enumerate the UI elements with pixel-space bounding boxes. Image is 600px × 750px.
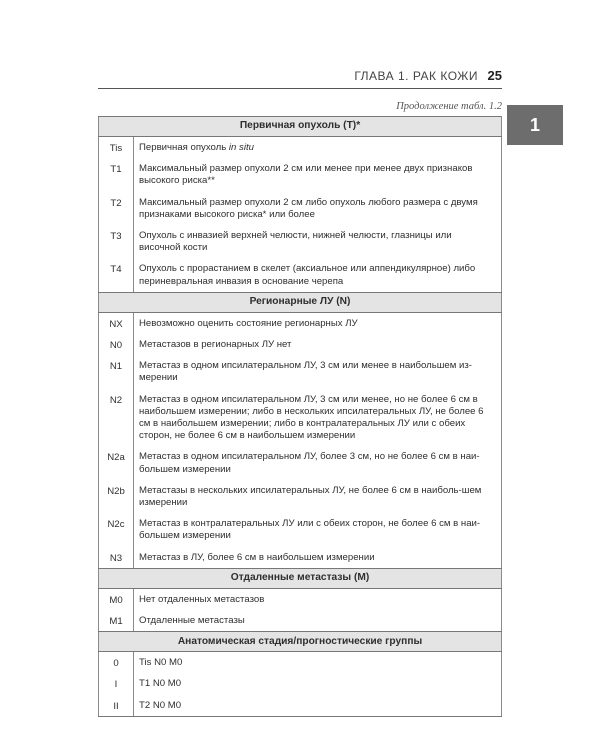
table-row xyxy=(99,652,502,674)
table-row xyxy=(99,446,502,479)
section-title: Анатомическая стадия/прогностические группы xyxy=(99,632,502,652)
row-description xyxy=(134,355,502,388)
section-title: Отдаленные метастазы (M) xyxy=(99,568,502,588)
row-code: T1 xyxy=(99,158,134,191)
row-description xyxy=(134,695,502,717)
row-code: N2a xyxy=(99,446,134,479)
row-code: N0 xyxy=(99,334,134,355)
table-row xyxy=(99,588,502,610)
section-header xyxy=(99,292,502,312)
table-row xyxy=(99,480,502,513)
table-continued-label: Продолжение табл. 1.2 xyxy=(396,101,502,112)
row-description xyxy=(134,389,502,447)
table-row xyxy=(99,547,502,569)
row-description-text: T1 N0 M0 xyxy=(139,678,182,690)
row-description xyxy=(134,312,502,334)
row-description-text: Метастазов в регионарных ЛУ нет xyxy=(139,339,292,351)
table-row xyxy=(99,137,502,159)
table-row xyxy=(99,192,502,225)
table-row xyxy=(99,334,502,355)
tnm-classification-table xyxy=(98,116,502,717)
row-code: T2 xyxy=(99,192,134,225)
row-code: I xyxy=(99,673,134,694)
table-row xyxy=(99,258,502,292)
section-header xyxy=(99,568,502,588)
section-header xyxy=(99,632,502,652)
row-description xyxy=(134,547,502,569)
row-description-text: Tis N0 M0 xyxy=(139,657,183,669)
row-code: M1 xyxy=(99,610,134,632)
table-row xyxy=(99,312,502,334)
section-title: Первичная опухоль (T)* xyxy=(99,117,502,137)
row-description-text: Максимальный размер опухоли 2 см или менее при менее двух признаков высокого риска** xyxy=(139,163,473,187)
table-row xyxy=(99,355,502,388)
row-description-text: Метастаз в одном ипсилатеральном ЛУ, более 3 см, но не более 6 см в наи-большем измерении xyxy=(139,451,480,475)
row-description xyxy=(134,610,502,632)
page-number: 25 xyxy=(487,68,502,83)
row-description-text: Метастаз в контралатеральных ЛУ или с обеих сторон, не более 6 см в наи-большем измерении xyxy=(139,518,481,542)
row-description-text: Опухоль с прорастанием в скелет (аксиальное или аппендикулярное) либо периневральная инвазия в основание черепа xyxy=(139,263,476,287)
row-code: T4 xyxy=(99,258,134,292)
row-description xyxy=(134,513,502,546)
row-description xyxy=(134,588,502,610)
row-description-text: Отдаленные метастазы xyxy=(139,615,245,627)
row-description xyxy=(134,258,502,292)
row-code: N2c xyxy=(99,513,134,546)
row-description-text: Нет отдаленных метастазов xyxy=(139,593,265,605)
table-row xyxy=(99,610,502,632)
row-description xyxy=(134,334,502,355)
row-code: N2b xyxy=(99,480,134,513)
chapter-tab-marker: 1 xyxy=(507,105,563,145)
section-title: Регионарные ЛУ (N) xyxy=(99,292,502,312)
running-header xyxy=(98,66,502,89)
row-description xyxy=(134,446,502,479)
table-row xyxy=(99,225,502,258)
row-description-text: Первичная опухоль xyxy=(139,142,229,153)
row-description-text: Метастаз в одном ипсилатеральном ЛУ, 3 см или менее в наибольшем из-мерении xyxy=(139,360,472,384)
row-code: N3 xyxy=(99,547,134,569)
row-code: Tis xyxy=(99,137,134,159)
row-code: M0 xyxy=(99,588,134,610)
row-description xyxy=(134,673,502,694)
row-code: NX xyxy=(99,312,134,334)
table-row xyxy=(99,513,502,546)
row-description-text: T2 N0 M0 xyxy=(139,699,182,711)
row-description-text: Метастазы в нескольких ипсилатеральных ЛУ, не более 6 см в наиболь-шем измерении xyxy=(139,484,482,509)
row-description xyxy=(134,158,502,191)
row-description-text: Невозможно оценить состояние регионарных ЛУ xyxy=(139,317,358,329)
table-row xyxy=(99,158,502,191)
row-description-text: Метастаз в одном ипсилатеральном ЛУ, 3 см или менее, но не более 6 см в наибольшем измерении; либо в нескольких ипсилатеральных ЛУ, не более 6 см в наибольшем измерении; либо в контралатеральных ЛУ или с обеих сторон, не более 6 см в наибольшем измерении xyxy=(139,393,484,442)
row-code: N1 xyxy=(99,355,134,388)
row-code: 0 xyxy=(99,652,134,674)
row-description-text: Максимальный размер опухоли 2 см либо опухоль любого размера с двумя признаками высокого риска* или более xyxy=(139,196,478,220)
chapter-title: ГЛАВА 1. РАК КОЖИ xyxy=(354,69,478,83)
row-code: N2 xyxy=(99,389,134,447)
section-header xyxy=(99,117,502,137)
row-code: II xyxy=(99,695,134,717)
table-row xyxy=(99,695,502,717)
row-description xyxy=(134,480,502,513)
row-description xyxy=(134,137,502,159)
row-description-italic: in situ xyxy=(228,142,254,153)
row-description xyxy=(134,192,502,225)
row-description-text: Метастаз в ЛУ, более 6 см в наибольшем измерении xyxy=(139,551,375,563)
table-row xyxy=(99,389,502,447)
row-description xyxy=(134,225,502,258)
row-code: T3 xyxy=(99,225,134,258)
table-row xyxy=(99,673,502,694)
row-description xyxy=(134,652,502,674)
row-description-text: Опухоль с инвазией верхней челюсти, нижней челюсти, глазницы или височной кости xyxy=(139,230,452,254)
